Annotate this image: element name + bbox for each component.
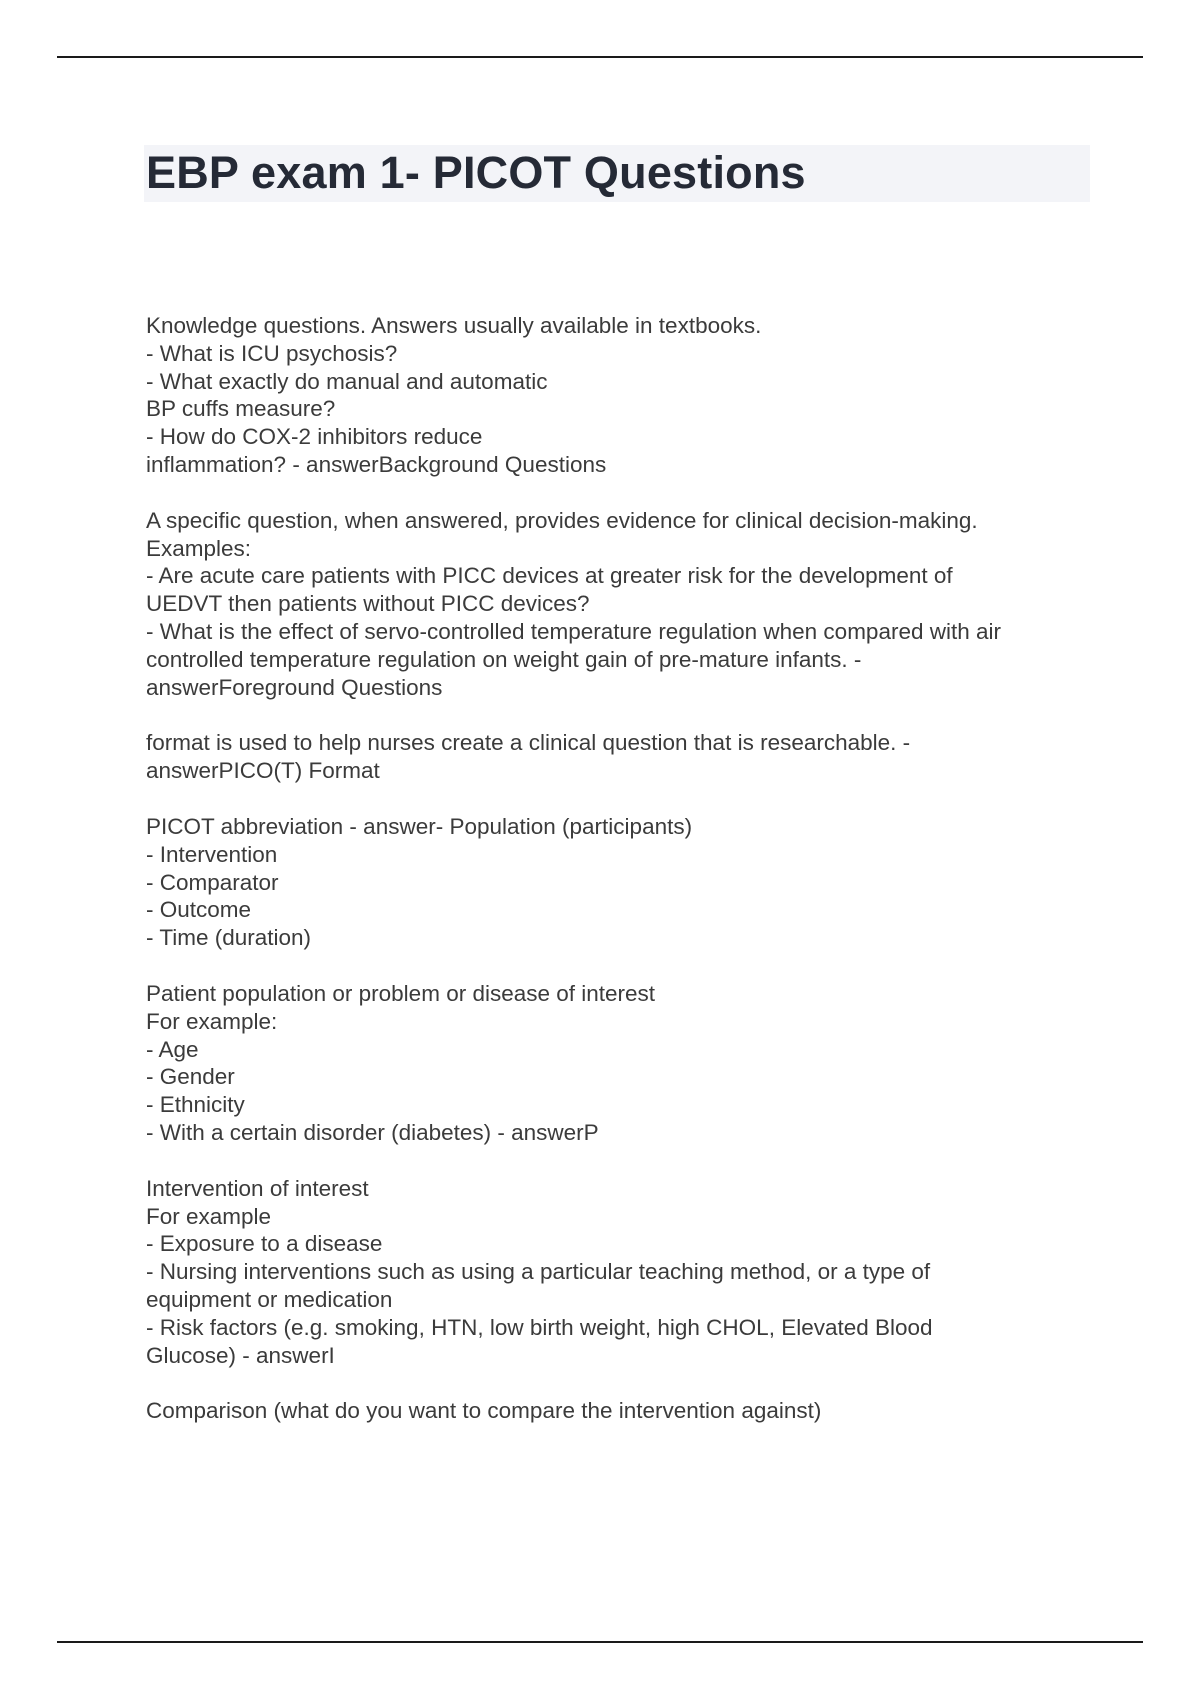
- flashcard: [146, 1175, 1092, 1370]
- card-line: - Ethnicity: [146, 1092, 245, 1118]
- card-line: Patient population or problem or disease of interest: [146, 980, 656, 1006]
- card-line: - Are acute care patients with PICC devices at greater risk for the development of: [146, 563, 953, 589]
- card-line: - Time (duration): [146, 925, 312, 951]
- page-title: EBP exam 1- PICOT Questions: [146, 147, 806, 198]
- card-line: A specific question, when answered, provides evidence for clinical decision-making.: [146, 507, 978, 533]
- card-line: PICOT abbreviation - answer- Population (participants): [146, 813, 693, 839]
- card-line: - Outcome: [146, 897, 252, 923]
- card-line: Intervention of interest: [146, 1175, 369, 1201]
- flashcard: [146, 507, 1092, 702]
- card-line: - What is ICU psychosis?: [146, 340, 398, 366]
- flashcard: [146, 813, 1092, 952]
- card-line: format is used to help nurses create a clinical question that is researchable. -: [146, 730, 911, 756]
- card-line: Examples:: [146, 535, 252, 561]
- card-line: - Gender: [146, 1064, 235, 1090]
- card-line: equipment or medication: [146, 1286, 393, 1312]
- card-line: Knowledge questions. Answers usually available in textbooks.: [146, 313, 762, 338]
- flashcard: [146, 729, 1092, 785]
- card-line: - Risk factors (e.g. smoking, HTN, low birth weight, high CHOL, Elevated Blood: [146, 1314, 933, 1340]
- card-line: answerPICO(T) Format: [146, 758, 380, 784]
- card-line: Comparison (what do you want to compare the intervention against): [146, 1398, 822, 1424]
- flashcard-list: [146, 312, 1092, 1453]
- card-line: - What is the effect of servo-controlled temperature regulation when compared with air: [146, 618, 1001, 644]
- card-line: - Comparator: [146, 869, 279, 895]
- card-line: controlled temperature regulation on weight gain of pre-mature infants. -: [146, 646, 862, 672]
- card-line: inflammation? - answerBackground Questions: [146, 451, 607, 477]
- card-line: BP cuffs measure?: [146, 396, 336, 422]
- card-line: For example:: [146, 1008, 278, 1034]
- flashcard: [146, 980, 1092, 1147]
- card-line: For example: [146, 1203, 272, 1229]
- footer-rule: [57, 1641, 1143, 1643]
- card-line: UEDVT then patients without PICC devices?: [146, 591, 590, 617]
- header-rule: [57, 56, 1143, 58]
- card-line: - With a certain disorder (diabetes) - answerP: [146, 1119, 599, 1145]
- card-line: - Exposure to a disease: [146, 1231, 383, 1257]
- card-line: answerForeground Questions: [146, 674, 443, 700]
- card-line: - What exactly do manual and automatic: [146, 368, 548, 394]
- flashcard: [146, 1397, 1092, 1425]
- card-line: - How do COX-2 inhibitors reduce: [146, 424, 483, 450]
- flashcard: [146, 312, 1092, 479]
- card-line: - Intervention: [146, 841, 278, 867]
- card-line: - Age: [146, 1036, 199, 1062]
- card-line: Glucose) - answerI: [146, 1342, 335, 1368]
- card-line: - Nursing interventions such as using a particular teaching method, or a type of: [146, 1259, 931, 1285]
